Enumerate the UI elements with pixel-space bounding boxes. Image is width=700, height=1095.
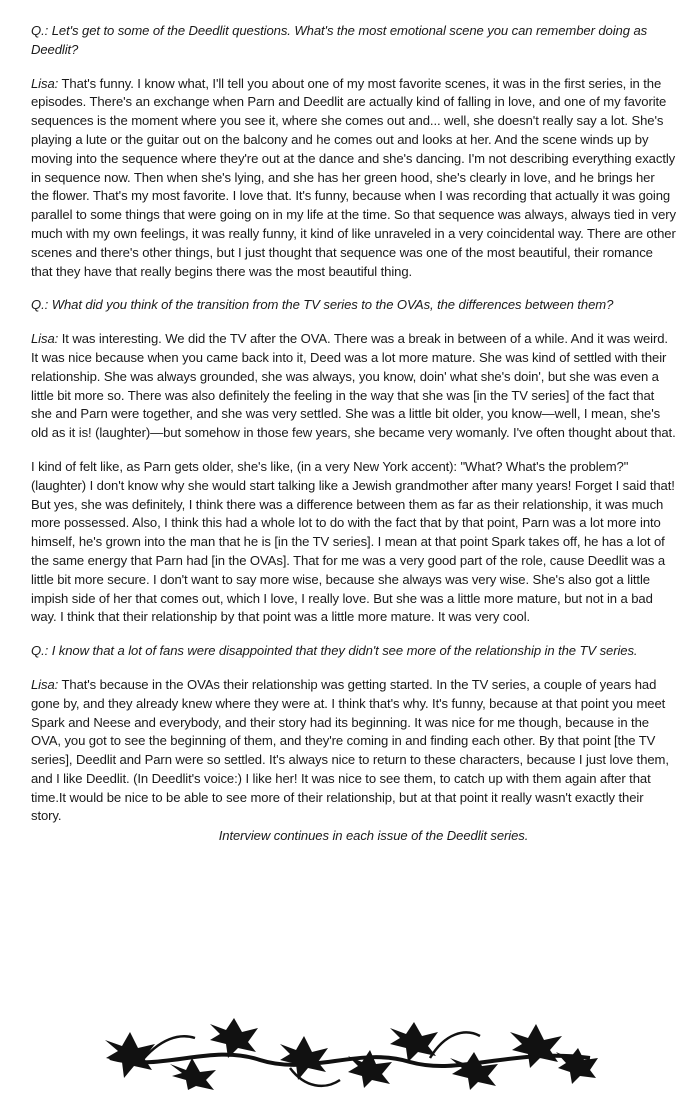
answer-text: That's because in the OVAs their relationship was getting started. In the TV series, a couple of years had gone by, and they already knew where they were at. I think that's why. It's funny, because at that point you meet Spark and Neese and everybody, and their story had its beginning. It was nice for me though, because in the OVA, you got to see the beginning of them, and they're coming in and finding each other. By that point [the TV series], Deedlit and Parn were so settled. It's always nice to return to these characters, because I just love them, and I like Deedlit. (In Deedlit's voice:) I like her! It was nice to see them, to catch up with them again after that time.It would be nice to be able to see more of their relationship, but at that point it really wasn't exactly their story. [31, 676, 669, 824]
closing-note: Interview continues in each issue of the Deedlit series. [218, 828, 529, 844]
answer-speaker: Lisa: [31, 331, 59, 347]
answer-text: That's funny. I know what, I'll tell you about one of my most favorite scenes, it was in the first series, in the episodes. There's an exchange when Parn and Deedlit are actually kind of falling in love, and one of my favorite sequences is the moment where you see it, where she comes out and... well, she doesn't really say a lot. She's playing a lute or the guitar out on the balcony and he comes out and looks at her. And the scene winds up by moving into the sequence where they're out at the dance and she's dancing. I'm not describing everything exactly in sequence now. Then when she's lying, and she has her green hood, she's clearly in love, and he brings her the flower. That's my most favorite. I love that. It's funny, because when I was recording that actually it was going parallel to some things that were going on in my life at the time. So that sequence was always, always tied in very much with my own feelings, it was really funny, it kind of like unraveled in a very coincidental way. There are other scenes and there's other things, but I just thought that sequence was one of the most beautiful, their romance that they have that really begins there was the most beautiful thing. [31, 75, 676, 279]
answer-1 [31, 75, 676, 282]
interview-article [31, 22, 676, 846]
question-1 [31, 22, 676, 60]
question-speaker: Q.: [31, 297, 49, 313]
question-speaker: Q.: [31, 23, 49, 38]
answer-3 [31, 676, 676, 826]
question-text: Let's get to some of the Deedlit questions. What's the most emotional scene you can remember doing as Deedlit? [31, 23, 648, 57]
answer-text: It was interesting. We did the TV after the OVA. There was a break in between of a while. And it was weird. It was nice because when you came back into it, Deed was a lot more mature. She was kind of settled with their relationship. She was always grounded, she was always, you know, doin' what she's doin', but she was even a little bit more so. There was also definitely the feeling in the way that she was [in the TV series] of the fact that she and Parn were together, and she was very settled. She was a little bit older, you know—well, I mean, she's old as it is! (laughter)—but somehow in those few years, she became very womanly. I've often thought about that. [31, 331, 676, 441]
question-speaker: Q.: [31, 643, 49, 659]
answer-speaker: Lisa: [31, 75, 59, 91]
question-text: What did you think of the transition from the TV series to the OVAs, the differences between them? [51, 297, 614, 313]
ivy-vine-ornament-icon [100, 1018, 600, 1090]
answer-2 [31, 330, 676, 443]
question-text: I know that a lot of fans were disappointed that they didn't see more of the relationship in the TV series. [51, 643, 638, 659]
answer-2-continued [31, 458, 676, 627]
answer-speaker: Lisa: [31, 676, 59, 692]
answer-text: I kind of felt like, as Parn gets older, she's like, (in a very New York accent): "What? What's the problem?" (laughter) I don't know why she would start talking like a Jewish grandmother after many years! Forget I said that! But yes, she was definitely, I think there was a difference between them as far as their relationship, it was much more possessed. Also, I think this had a whole lot to do with the fact that by that point, Parn was a lot more into himself, he's grown into the man that he is [in the TV series]. I mean at that point Spark takes off, he has a lot of the same energy that Parn had [in the OVAs]. That for me was a very good part of the role, cause Deedlit was a little bit more secure. I don't want to say more wise, because she always was very wise. She's also got a little impish side of her that comes out, which I love, I really love. But she was a little more mature, but not in a bad way. I think that their relationship by that point was a little more mature. It was very cool. [31, 458, 675, 625]
question-3 [31, 642, 676, 661]
question-2 [31, 296, 676, 315]
